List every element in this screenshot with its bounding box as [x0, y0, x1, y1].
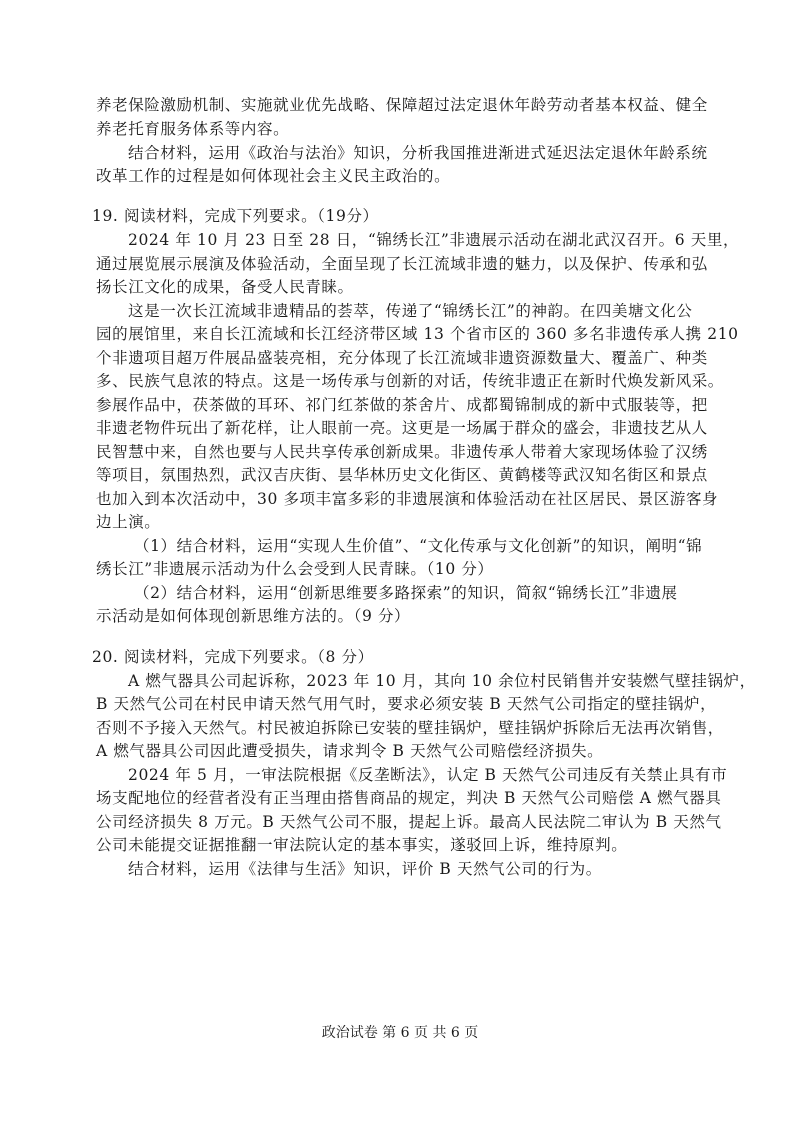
q20-line: 公司经济损失 8 万元。B 天然气公司不服，提起上诉。最高人民法院二审认为 B 天然气 [96, 813, 722, 831]
q18-line-1: 养老保险激励机制、实施就业优先战略、保障超过法定退休年龄劳动者基本权益、健全 [96, 96, 708, 114]
q19-line: 这是一次长江流域非遗精品的荟萃，传递了“锦绣长江”的神韵。在四美塘文化公 [128, 302, 693, 320]
q18-line-2: 养老托育服务体系等内容。 [96, 120, 290, 138]
q19-line: 多、民族气息浓的特点。这是一场传承与创新的对话，传统非遗正在新时代焕发新风采。 [96, 372, 724, 390]
q20-line: B 天然气公司在村民申请天然气用气时，要求必须安装 B 天然气公司指定的壁挂锅炉， [96, 695, 717, 713]
q20-line: A 燃气器具公司起诉称，2023 年 10 月，其向 10 余位村民销售并安装燃气壁挂锅炉， [128, 672, 756, 690]
q19-subquestion-1-cont: 绣长江”非遗展示活动为什么会受到人民青睐。（10 分） [96, 560, 494, 578]
q20-line: A 燃气器具公司因此遭受损失，请求判令 B 天然气公司赔偿经济损失。 [96, 742, 604, 760]
q20-line: 场支配地位的经营者没有正当理由搭售商品的规定，判决 B 天然气公司赔偿 A 燃气器具 [96, 789, 722, 807]
q19-line: 个非遗项目超万件展品盛装亮相，充分体现了长江流域非遗资源数量大、覆盖广、种类 [96, 349, 708, 367]
q19-line: 等项目，氛围热烈，武汉吉庆街、昙华林历史文化街区、黄鹤楼等武汉知名街区和景点 [96, 466, 708, 484]
q19-subquestion-1: （1）结合材料，运用“实现人生价值”、“文化传承与文化创新”的知识，阐明“锦 [134, 537, 703, 555]
q19-line: 园的展馆里，来自长江流域和长江经济带区域 13 个省市区的 360 多名非遗传承人携 210 [96, 325, 739, 343]
q19-line: 非遗老物件玩出了新花样，让人眼前一亮。这更是一场属于群众的盛会，非遗技艺从人 [96, 419, 708, 437]
q19-line: 参展作品中，茯茶做的耳环、祁门红茶做的茶舍片、成都蜀锦制成的新中式服装等，把 [96, 396, 708, 414]
q18-task-line-2: 改革工作的过程是如何体现社会主义民主政治的。 [96, 167, 451, 185]
q20-line: 2024 年 5 月，一审法院根据《反垄断法》，认定 B 天然气公司违反有关禁止具有市 [128, 766, 728, 784]
q20-line: 公司未能提交证据推翻一审法院认定的基本事实，遂驳回上诉，维持原判。 [96, 836, 628, 854]
q19-subquestion-2: （2）结合材料，运用“创新思维要多路探索”的知识，简叙“锦绣长江”非遗展 [134, 584, 678, 602]
q19-subquestion-2-cont: 示活动是如何体现创新思维方法的。（9 分） [96, 607, 411, 625]
page-footer: 政治试卷 第 6 页 共 6 页 [321, 1025, 479, 1041]
q19-line: 2024 年 10 月 23 日至 28 日，“锦绣长江”非遗展示活动在湖北武汉召开。6 天里， [128, 231, 740, 249]
q19-line: 也加入到本次活动中，30 多项丰富多彩的非遗展演和体验活动在社区居民、景区游客身 [96, 490, 719, 508]
q18-task-line-1: 结合材料，运用《政治与法治》知识，分析我国推进渐进式延迟法定退休年龄系统 [128, 144, 708, 162]
q19-heading: 19. 阅读材料，完成下列要求。（19分） [92, 207, 379, 225]
q19-line: 通过展览展示展演及体验活动，全面呈现了长江流域非遗的魅力，以及保护、传承和弘 [96, 255, 708, 273]
q20-heading: 20. 阅读材料，完成下列要求。（8 分） [92, 648, 374, 666]
q19-line: 边上演。 [96, 513, 161, 531]
q19-line: 扬长江文化的成果，备受人民青睐。 [96, 278, 354, 296]
q19-line: 民智慧中来，自然也要与人民共享传承创新成果。非遗传承人带着大家现场体验了汉绣 [96, 443, 708, 461]
q20-line: 否则不予接入天然气。村民被迫拆除已安装的壁挂锅炉，壁挂锅炉拆除后无法再次销售， [96, 719, 724, 737]
q20-task: 结合材料，运用《法律与生活》知识，评价 B 天然气公司的行为。 [128, 860, 602, 878]
